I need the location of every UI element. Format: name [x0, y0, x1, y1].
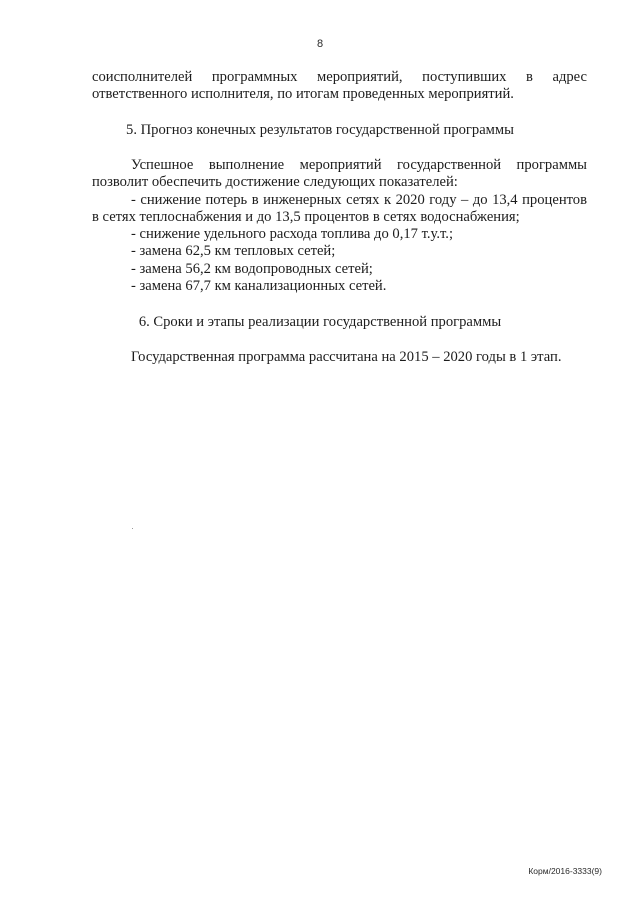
intro-line-2: ответственного исполнителя, по итогам проведенных мероприятий. — [92, 86, 514, 103]
page-number: 8 — [316, 38, 324, 50]
bullet-item: - замена 56,2 км водопроводных сетей; — [131, 260, 373, 277]
section-5-heading: 5. Прогноз конечных результатов государственной программы — [126, 122, 514, 138]
bullet-item: - замена 62,5 км тепловых сетей; — [131, 243, 336, 260]
bullet-item: - снижение удельного расхода топлива до 0,17 т.у.т.; — [131, 226, 454, 243]
bullet-1-line-2: в сетях теплоснабжения и до 13,5 процентов в сетях водоснабжения; — [92, 208, 520, 225]
section-5-paragraph — [92, 157, 587, 295]
scan-speck — [132, 528, 133, 529]
intro-line-1: соисполнителей программных мероприятий, поступивших в адрес — [92, 69, 587, 85]
intro-paragraph — [92, 69, 587, 104]
section-6-paragraph — [92, 349, 587, 366]
bullet-item: - замена 67,7 км канализационных сетей. — [131, 278, 387, 295]
section-5-line-2: позволит обеспечить достижение следующих показателей: — [92, 174, 458, 191]
footer-document-code: Корм/2016-3333(9) — [528, 866, 602, 876]
bullet-list — [92, 192, 587, 296]
section-5-line-1: Успешное выполнение мероприятий государственной программы — [131, 157, 587, 173]
section-6-heading: 6. Сроки и этапы реализации государственной программы — [138, 314, 502, 330]
section-6-line-1: Государственная программа рассчитана на 2015 – 2020 годы в 1 этап. — [131, 349, 562, 365]
bullet-item — [92, 192, 587, 227]
bullet-1-line-1: - снижение потерь в инженерных сетях к 2020 году – до 13,4 процентов — [131, 191, 587, 208]
